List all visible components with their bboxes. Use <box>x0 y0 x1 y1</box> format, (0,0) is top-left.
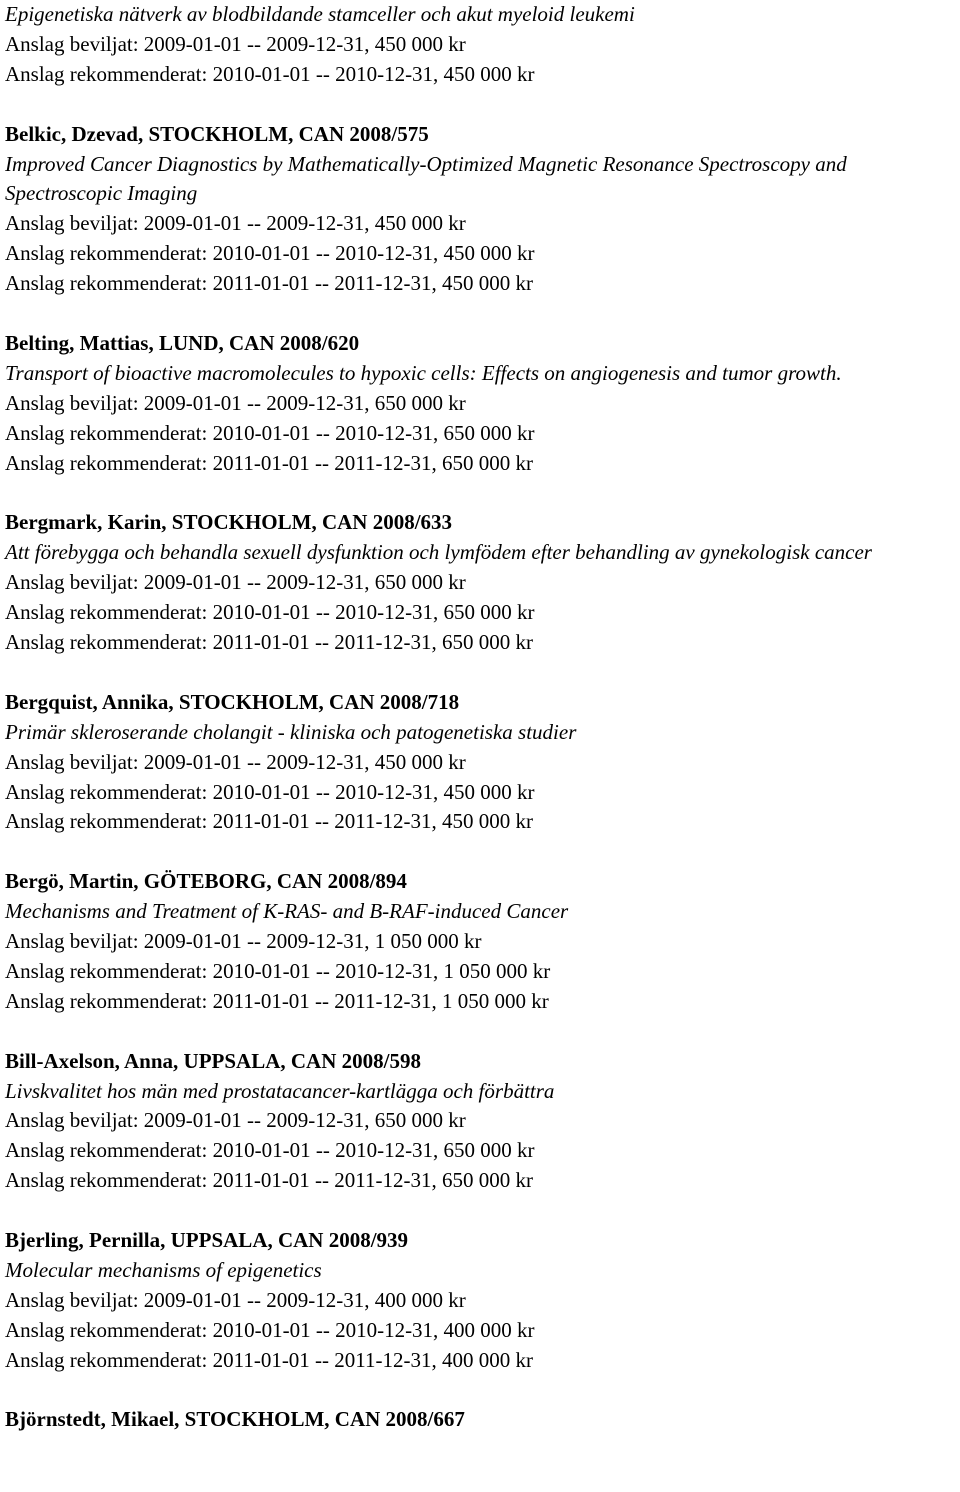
grant-entry <box>5 1405 960 1435</box>
project-title: Mechanisms and Treatment of K-RAS- and B-RAF-induced Cancer <box>5 899 569 924</box>
allocation-line: Anslag beviljat: 2009-01-01 -- 2009-12-31, 650 000 kr <box>5 390 466 415</box>
allocation-line: Anslag rekommenderat: 2011-01-01 -- 2011-12-31, 450 000 kr <box>5 271 533 296</box>
applicant-heading: Björnstedt, Mikael, STOCKHOLM, CAN 2008/667 <box>5 1407 465 1432</box>
applicant-heading: Bergquist, Annika, STOCKHOLM, CAN 2008/718 <box>5 689 460 714</box>
allocation-line: Anslag beviljat: 2009-01-01 -- 2009-12-31, 450 000 kr <box>5 31 466 56</box>
project-title: Molecular mechanisms of epigenetics <box>5 1257 322 1282</box>
allocation-line: Anslag beviljat: 2009-01-01 -- 2009-12-31, 450 000 kr <box>5 749 466 774</box>
grant-entry <box>5 688 960 838</box>
project-title: Improved Cancer Diagnostics by Mathematically-Optimized Magnetic Resonance Spectroscopy and Spectroscopic Imaging <box>5 151 847 206</box>
allocation-line: Anslag rekommenderat: 2011-01-01 -- 2011-12-31, 650 000 kr <box>5 629 533 654</box>
allocation-line: Anslag rekommenderat: 2010-01-01 -- 2010-12-31, 650 000 kr <box>5 1138 535 1163</box>
allocation-line: Anslag beviljat: 2009-01-01 -- 2009-12-31, 650 000 kr <box>5 570 466 595</box>
allocation-line: Anslag beviljat: 2009-01-01 -- 2009-12-31, 450 000 kr <box>5 211 466 236</box>
allocation-line: Anslag rekommenderat: 2010-01-01 -- 2010-12-31, 1 050 000 kr <box>5 958 551 983</box>
applicant-heading: Belting, Mattias, LUND, CAN 2008/620 <box>5 330 360 355</box>
allocation-line: Anslag rekommenderat: 2010-01-01 -- 2010-12-31, 450 000 kr <box>5 779 535 804</box>
allocation-line: Anslag rekommenderat: 2010-01-01 -- 2010-12-31, 450 000 kr <box>5 241 535 266</box>
grant-entry <box>5 508 960 658</box>
grant-entry <box>5 0 960 90</box>
project-title: Transport of bioactive macromolecules to hypoxic cells: Effects on angiogenesis and tumor growth. <box>5 360 842 385</box>
allocation-line: Anslag rekommenderat: 2010-01-01 -- 2010-12-31, 650 000 kr <box>5 600 535 625</box>
project-title: Att förebygga och behandla sexuell dysfunktion och lymfödem efter behandling av gynekologisk cancer <box>5 540 872 565</box>
allocation-line: Anslag beviljat: 2009-01-01 -- 2009-12-31, 400 000 kr <box>5 1287 466 1312</box>
allocation-line: Anslag rekommenderat: 2011-01-01 -- 2011-12-31, 400 000 kr <box>5 1347 533 1372</box>
allocation-line: Anslag rekommenderat: 2010-01-01 -- 2010-12-31, 400 000 kr <box>5 1317 535 1342</box>
grant-entry <box>5 329 960 479</box>
allocation-line: Anslag beviljat: 2009-01-01 -- 2009-12-31, 650 000 kr <box>5 1108 466 1133</box>
grant-entry <box>5 867 960 1017</box>
project-title: Livskvalitet hos män med prostatacancer-kartlägga och förbättra <box>5 1078 555 1103</box>
allocation-line: Anslag rekommenderat: 2010-01-01 -- 2010-12-31, 450 000 kr <box>5 61 535 86</box>
applicant-heading: Bill-Axelson, Anna, UPPSALA, CAN 2008/598 <box>5 1048 421 1073</box>
allocation-line: Anslag rekommenderat: 2011-01-01 -- 2011-12-31, 450 000 kr <box>5 809 533 834</box>
applicant-heading: Bergmark, Karin, STOCKHOLM, CAN 2008/633 <box>5 510 453 535</box>
applicant-heading: Belkic, Dzevad, STOCKHOLM, CAN 2008/575 <box>5 121 429 146</box>
allocation-line: Anslag rekommenderat: 2011-01-01 -- 2011-12-31, 650 000 kr <box>5 1168 533 1193</box>
grant-entry <box>5 1226 960 1376</box>
applicant-heading: Bjerling, Pernilla, UPPSALA, CAN 2008/939 <box>5 1228 409 1253</box>
allocation-line: Anslag rekommenderat: 2010-01-01 -- 2010-12-31, 650 000 kr <box>5 420 535 445</box>
allocation-line: Anslag rekommenderat: 2011-01-01 -- 2011-12-31, 1 050 000 kr <box>5 988 549 1013</box>
allocation-line: Anslag beviljat: 2009-01-01 -- 2009-12-31, 1 050 000 kr <box>5 929 482 954</box>
project-title: Epigenetiska nätverk av blodbildande stamceller och akut myeloid leukemi <box>5 2 635 26</box>
grant-entry <box>5 1047 960 1197</box>
applicant-heading: Bergö, Martin, GÖTEBORG, CAN 2008/894 <box>5 869 407 894</box>
allocation-line: Anslag rekommenderat: 2011-01-01 -- 2011-12-31, 650 000 kr <box>5 450 533 475</box>
grant-entry <box>5 120 960 299</box>
project-title: Primär skleroserande cholangit - kliniska och patogenetiska studier <box>5 719 577 744</box>
